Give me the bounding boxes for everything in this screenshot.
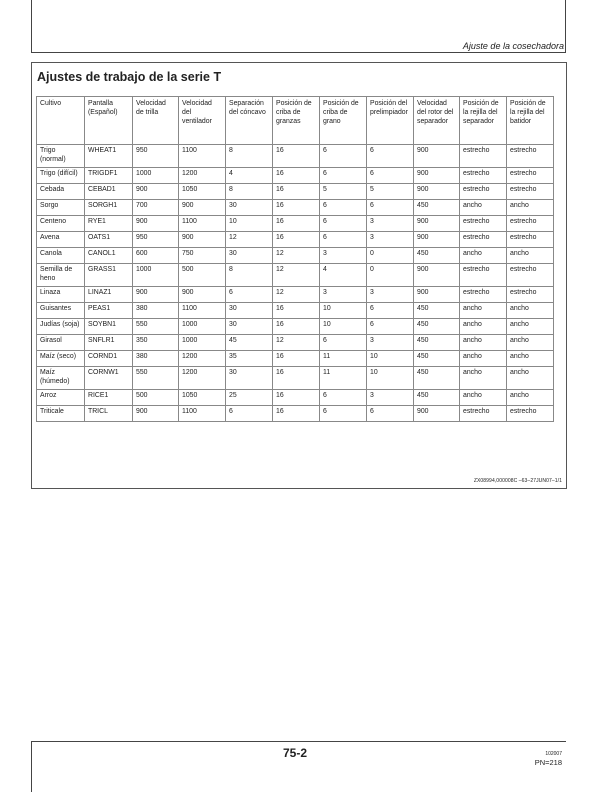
- column-header: Posición de la rejilla del separador: [460, 97, 507, 145]
- table-cell: 6: [226, 405, 273, 421]
- table-cell: estrecho: [507, 167, 554, 183]
- table-cell: 380: [133, 302, 179, 318]
- table-cell: 1100: [179, 405, 226, 421]
- table-cell: 6: [320, 215, 367, 231]
- table-cell: 900: [414, 231, 460, 247]
- table-cell: 350: [133, 334, 179, 350]
- table-cell: 16: [273, 350, 320, 366]
- table-cell: 900: [179, 231, 226, 247]
- table-cell: 500: [179, 263, 226, 286]
- table-cell: 6: [320, 199, 367, 215]
- table-cell: LINAZ1: [85, 286, 133, 302]
- table-cell: 16: [273, 302, 320, 318]
- table-cell: Canola: [37, 247, 85, 263]
- table-cell: estrecho: [460, 286, 507, 302]
- table-cell: 4: [320, 263, 367, 286]
- table-cell: 35: [226, 350, 273, 366]
- table-cell: 3: [367, 215, 414, 231]
- table-cell: ancho: [460, 389, 507, 405]
- table-cell: 6: [320, 167, 367, 183]
- table-cell: estrecho: [460, 145, 507, 168]
- table-cell: 450: [414, 366, 460, 389]
- table-cell: 5: [367, 183, 414, 199]
- table-cell: estrecho: [460, 405, 507, 421]
- table-cell: 12: [273, 247, 320, 263]
- table-cell: Triticale: [37, 405, 85, 421]
- table-cell: estrecho: [507, 405, 554, 421]
- table-cell: 450: [414, 318, 460, 334]
- table-cell: 1000: [179, 334, 226, 350]
- table-cell: RYE1: [85, 215, 133, 231]
- table-cell: CANOL1: [85, 247, 133, 263]
- table-cell: 900: [414, 215, 460, 231]
- top-left-margin-line: [31, 0, 32, 52]
- table-cell: estrecho: [507, 286, 554, 302]
- table-cell: 10: [367, 350, 414, 366]
- table-cell: 6: [367, 405, 414, 421]
- table-cell: 30: [226, 302, 273, 318]
- table-cell: 16: [273, 389, 320, 405]
- table-cell: Semilla de heno: [37, 263, 85, 286]
- table-cell: 6: [320, 334, 367, 350]
- table-cell: Maíz (húmedo): [37, 366, 85, 389]
- column-header: Cultivo: [37, 97, 85, 145]
- column-header: Velocidad del rotor del separador: [414, 97, 460, 145]
- table-row: [37, 302, 554, 318]
- table-cell: 900: [133, 215, 179, 231]
- table-cell: 6: [367, 318, 414, 334]
- table-cell: 6: [320, 231, 367, 247]
- table-row: [37, 199, 554, 215]
- table-cell: 900: [414, 145, 460, 168]
- table-cell: estrecho: [507, 263, 554, 286]
- table-cell: ancho: [460, 247, 507, 263]
- settings-table: [36, 96, 554, 422]
- table-row: [37, 405, 554, 421]
- footer-part-number: PN=218: [534, 758, 562, 767]
- table-cell: 1200: [179, 350, 226, 366]
- table-cell: ancho: [507, 318, 554, 334]
- table-cell: Maíz (seco): [37, 350, 85, 366]
- table-cell: 450: [414, 247, 460, 263]
- table-cell: 6: [226, 286, 273, 302]
- table-cell: 6: [367, 145, 414, 168]
- table-cell: 1000: [133, 167, 179, 183]
- table-cell: 8: [226, 263, 273, 286]
- table-cell: 1000: [133, 263, 179, 286]
- table-cell: estrecho: [507, 231, 554, 247]
- table-cell: 6: [367, 167, 414, 183]
- header-rule: [31, 52, 566, 53]
- table-cell: 0: [367, 247, 414, 263]
- table-cell: 900: [133, 405, 179, 421]
- table-cell: 3: [320, 247, 367, 263]
- table-cell: 16: [273, 183, 320, 199]
- table-cell: 450: [414, 334, 460, 350]
- table-cell: 3: [320, 286, 367, 302]
- table-cell: 11: [320, 350, 367, 366]
- table-cell: Trigo (normal): [37, 145, 85, 168]
- table-cell: 950: [133, 145, 179, 168]
- table-cell: WHEAT1: [85, 145, 133, 168]
- table-cell: 550: [133, 366, 179, 389]
- table-row: [37, 389, 554, 405]
- table-cell: TRIGDF1: [85, 167, 133, 183]
- reference-code: ZX08994,000008C –63–27JUN07–1/1: [473, 478, 562, 484]
- table-cell: estrecho: [460, 263, 507, 286]
- table-cell: estrecho: [460, 231, 507, 247]
- table-row: [37, 183, 554, 199]
- table-cell: Cebada: [37, 183, 85, 199]
- table-cell: ancho: [460, 199, 507, 215]
- table-cell: 3: [367, 286, 414, 302]
- table-cell: 12: [226, 231, 273, 247]
- table-cell: 16: [273, 405, 320, 421]
- section-title: Ajustes de trabajo de la serie T: [37, 70, 222, 84]
- table-cell: 900: [414, 286, 460, 302]
- table-cell: 6: [320, 145, 367, 168]
- table-cell: 1100: [179, 145, 226, 168]
- table-cell: 900: [179, 286, 226, 302]
- table-cell: 950: [133, 231, 179, 247]
- table-cell: 450: [414, 302, 460, 318]
- table-cell: estrecho: [507, 145, 554, 168]
- table-cell: SORGH1: [85, 199, 133, 215]
- table-row: [37, 167, 554, 183]
- table-cell: 900: [133, 183, 179, 199]
- table-cell: 500: [133, 389, 179, 405]
- table-cell: 16: [273, 215, 320, 231]
- table-cell: 16: [273, 199, 320, 215]
- table-cell: 0: [367, 263, 414, 286]
- table-cell: ancho: [507, 199, 554, 215]
- table-cell: Arroz: [37, 389, 85, 405]
- table-row: [37, 350, 554, 366]
- table-cell: 1100: [179, 302, 226, 318]
- table-cell: 11: [320, 366, 367, 389]
- table-cell: Linaza: [37, 286, 85, 302]
- table-cell: 1000: [179, 318, 226, 334]
- bottom-left-margin-line: [31, 741, 32, 792]
- table-cell: estrecho: [460, 183, 507, 199]
- table-cell: 900: [414, 183, 460, 199]
- table-cell: 16: [273, 366, 320, 389]
- column-header: Posición de criba de granzas: [273, 97, 320, 145]
- table-cell: 10: [320, 302, 367, 318]
- table-cell: 1100: [179, 215, 226, 231]
- table-cell: 1050: [179, 183, 226, 199]
- table-cell: 450: [414, 350, 460, 366]
- table-cell: 900: [414, 263, 460, 286]
- table-cell: ancho: [460, 350, 507, 366]
- table-cell: 900: [133, 286, 179, 302]
- table-row: [37, 215, 554, 231]
- table-cell: estrecho: [507, 215, 554, 231]
- table-cell: 900: [179, 199, 226, 215]
- table-cell: ancho: [460, 302, 507, 318]
- table-cell: CEBAD1: [85, 183, 133, 199]
- table-cell: 6: [320, 405, 367, 421]
- table-row: [37, 286, 554, 302]
- table-cell: estrecho: [460, 215, 507, 231]
- table-cell: GRASS1: [85, 263, 133, 286]
- table-cell: 900: [414, 405, 460, 421]
- table-cell: TRICL: [85, 405, 133, 421]
- table-cell: ancho: [507, 389, 554, 405]
- column-header: Pantalla (Español): [85, 97, 133, 145]
- table-cell: 1200: [179, 366, 226, 389]
- table-row: [37, 263, 554, 286]
- table-cell: 3: [367, 389, 414, 405]
- running-header: Ajuste de la cosechadora: [462, 41, 564, 51]
- table-cell: 16: [273, 145, 320, 168]
- table-cell: ancho: [460, 334, 507, 350]
- table-cell: 550: [133, 318, 179, 334]
- table-cell: 8: [226, 145, 273, 168]
- table-cell: CORNW1: [85, 366, 133, 389]
- column-header: Velocidad del ventilador: [179, 97, 226, 145]
- table-row: [37, 334, 554, 350]
- table-row: [37, 366, 554, 389]
- table-cell: 6: [367, 302, 414, 318]
- table-cell: SOYBN1: [85, 318, 133, 334]
- table-cell: Avena: [37, 231, 85, 247]
- table-cell: Girasol: [37, 334, 85, 350]
- table-header-row: [37, 97, 554, 145]
- column-header: Separación del cóncavo: [226, 97, 273, 145]
- table-cell: 30: [226, 318, 273, 334]
- column-header: Posición de la rejilla del batidor: [507, 97, 554, 145]
- table-cell: Centeno: [37, 215, 85, 231]
- table-cell: ancho: [507, 366, 554, 389]
- table-cell: Judías (soja): [37, 318, 85, 334]
- table-cell: ancho: [460, 318, 507, 334]
- column-header: Velocidad de trilla: [133, 97, 179, 145]
- table-cell: 3: [367, 334, 414, 350]
- table-cell: ancho: [507, 350, 554, 366]
- table-cell: Sorgo: [37, 199, 85, 215]
- table-cell: 1050: [179, 389, 226, 405]
- table-cell: 16: [273, 167, 320, 183]
- table-cell: 25: [226, 389, 273, 405]
- table-cell: 16: [273, 318, 320, 334]
- table-cell: 45: [226, 334, 273, 350]
- table-cell: RICE1: [85, 389, 133, 405]
- table-cell: CORND1: [85, 350, 133, 366]
- table-cell: 8: [226, 183, 273, 199]
- table-cell: 1200: [179, 167, 226, 183]
- page-number: 75-2: [283, 746, 308, 760]
- table-cell: estrecho: [460, 167, 507, 183]
- column-header: Posición de criba de grano: [320, 97, 367, 145]
- table-cell: 4: [226, 167, 273, 183]
- table-cell: 5: [320, 183, 367, 199]
- table-row: [37, 318, 554, 334]
- table-body: [37, 145, 554, 422]
- table-cell: 16: [273, 231, 320, 247]
- table-cell: 6: [367, 199, 414, 215]
- table-cell: 700: [133, 199, 179, 215]
- table-cell: 10: [320, 318, 367, 334]
- table-cell: ancho: [507, 302, 554, 318]
- table-cell: 450: [414, 389, 460, 405]
- footer-date-code: 102007: [545, 751, 562, 757]
- table-cell: 600: [133, 247, 179, 263]
- table-cell: 900: [414, 167, 460, 183]
- top-right-margin-line: [565, 0, 566, 52]
- table-cell: 380: [133, 350, 179, 366]
- table-cell: 3: [367, 231, 414, 247]
- column-header: Posición del prelimpiador: [367, 97, 414, 145]
- table-cell: 10: [226, 215, 273, 231]
- table-cell: OATS1: [85, 231, 133, 247]
- table-cell: 12: [273, 263, 320, 286]
- table-row: [37, 145, 554, 168]
- table-cell: 30: [226, 247, 273, 263]
- table-cell: 30: [226, 366, 273, 389]
- table-cell: ancho: [507, 334, 554, 350]
- table-cell: estrecho: [507, 183, 554, 199]
- table-cell: 6: [320, 389, 367, 405]
- table-cell: 10: [367, 366, 414, 389]
- footer-rule: [31, 741, 566, 742]
- table-cell: 12: [273, 334, 320, 350]
- table-cell: SNFLR1: [85, 334, 133, 350]
- table-cell: Trigo (difícil): [37, 167, 85, 183]
- table-cell: ancho: [460, 366, 507, 389]
- table-cell: 450: [414, 199, 460, 215]
- table-cell: PEAS1: [85, 302, 133, 318]
- table-row: [37, 231, 554, 247]
- table-cell: 30: [226, 199, 273, 215]
- table-cell: 12: [273, 286, 320, 302]
- table-row: [37, 247, 554, 263]
- table-cell: Guisantes: [37, 302, 85, 318]
- table-cell: 750: [179, 247, 226, 263]
- table-cell: ancho: [507, 247, 554, 263]
